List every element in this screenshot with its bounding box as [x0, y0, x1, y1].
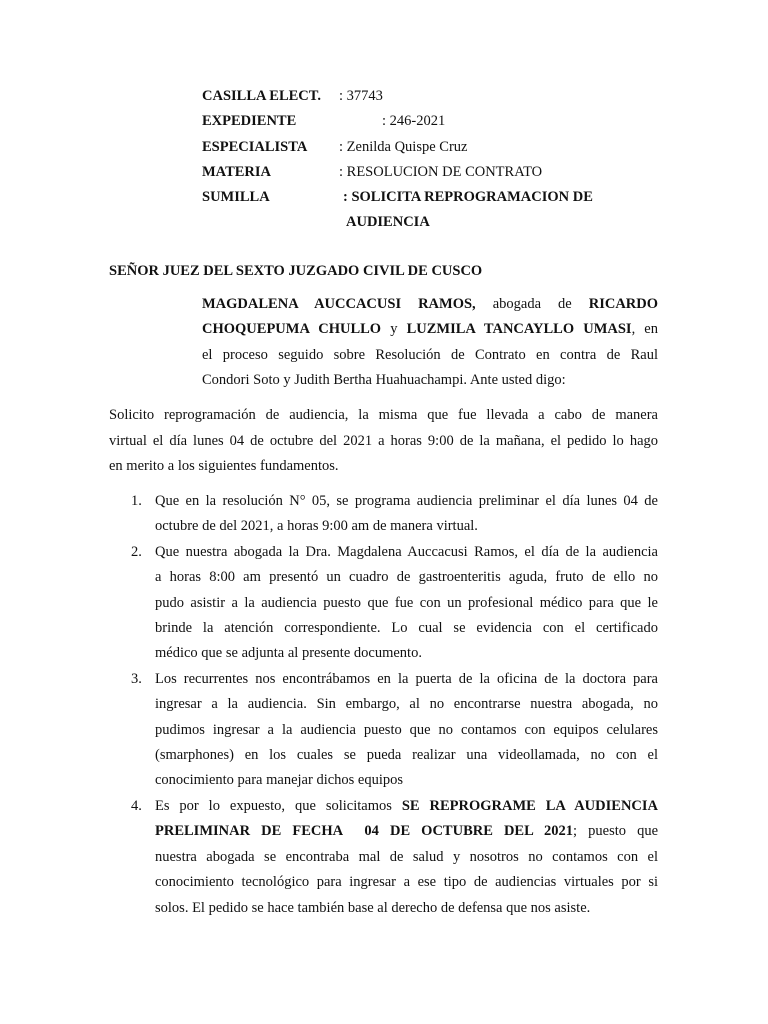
item-number: 4.	[131, 797, 142, 814]
intro-text: y	[390, 321, 398, 338]
item-line: Los recurrentes nos encontrábamos en la puerta de la oficina de la doctora para	[155, 670, 658, 687]
header-label: MATERIA	[202, 163, 272, 180]
list-item	[109, 667, 658, 794]
header-row-sumilla-cont	[202, 210, 662, 235]
list-item	[109, 540, 658, 667]
intro-text: , en	[631, 321, 658, 338]
client-name: LUZMILA TANCAYLLO UMASI	[406, 321, 632, 338]
item-line	[155, 819, 658, 844]
header-row-casilla	[202, 84, 662, 109]
item-number: 1.	[131, 493, 142, 509]
item-line: a horas 8:00 am presentó un cuadro de gastroenteritis aguda, fruto de ello no	[155, 569, 658, 586]
header-row-materia	[202, 160, 662, 185]
case-header	[202, 84, 662, 236]
intro-line: el proceso seguido sobre Resolución de Contrato en contra de Raul	[202, 346, 658, 363]
intro-line	[202, 292, 658, 317]
header-row-especialista	[202, 135, 662, 160]
list-item	[109, 794, 658, 921]
item-number: 2.	[131, 543, 142, 560]
request-line: Solicito reprogramación de audiencia, la misma que fue llevada a cabo de manera	[109, 407, 658, 423]
item-line: Que en la resolución N° 05, se programa audiencia preliminar el día lunes 04 de	[155, 493, 658, 509]
header-label: ESPECIALISTA	[202, 138, 308, 155]
header-row-sumilla	[202, 185, 662, 210]
item-text: ; puesto que	[573, 823, 658, 840]
item-line: conocimiento para manejar dichos equipos	[155, 772, 404, 789]
header-value: AUDIENCIA	[346, 214, 430, 231]
item-line: (smarphones) en los cuales se pueda realizar una videollamada, no con el	[155, 747, 658, 764]
header-value: : 37743	[339, 88, 383, 104]
item-line: pudo asistir a la audiencia puesto que fue con un profesional médico para que le	[155, 594, 658, 611]
item-line: conocimiento tecnológico para ingresar a ese tipo de audiencias virtuales por si	[155, 874, 658, 891]
item-text: Es por lo expuesto, que solicitamos	[155, 797, 392, 814]
intro-line	[202, 317, 658, 342]
header-value: : SOLICITA REPROGRAMACION DE	[343, 189, 593, 206]
header-label: SUMILLA	[202, 189, 270, 206]
item-line: nuestra abogada se encontraba mal de salud y nosotros no contamos con el	[155, 848, 658, 865]
item-line	[155, 794, 658, 819]
item-line: pudimos ingresar a la audiencia puesto que no contamos con equipos celulares	[155, 721, 658, 738]
header-value: : Zenilda Quispe Cruz	[339, 138, 468, 155]
grounds-list	[109, 489, 658, 921]
header-value: : 246-2021	[382, 113, 446, 130]
header-label: CASILLA ELECT.	[202, 88, 321, 104]
request-paragraph	[109, 403, 658, 480]
item-emphasis: PRELIMINAR DE FECHA 04 DE OCTUBRE DEL 2021	[155, 823, 574, 840]
item-number: 3.	[131, 670, 142, 687]
item-emphasis: SE REPROGRAME LA AUDIENCIA	[401, 797, 658, 814]
header-value: : RESOLUCION DE CONTRATO	[339, 163, 543, 180]
request-line: en merito a los siguientes fundamentos.	[109, 458, 339, 474]
item-line: ingresar a la audiencia. Sin embargo, al no encontrarse nuestra abogada, no	[155, 696, 658, 713]
item-line: Que nuestra abogada la Dra. Magdalena Auccacusi Ramos, el día de la audiencia	[155, 543, 658, 560]
intro-line: Condori Soto y Judith Bertha Huahuachampi. Ante usted digo:	[202, 371, 566, 388]
item-line: médico que se adjunta al presente documento.	[155, 645, 422, 662]
intro-text: abogada de	[492, 296, 572, 312]
item-line: solos. El pedido se hace también base al derecho de defensa que nos asiste.	[155, 899, 591, 916]
header-row-expediente	[202, 109, 662, 134]
intro-paragraph	[202, 292, 658, 393]
client-name: MAGDALENA AUCCACUSI RAMOS,	[202, 296, 476, 312]
item-line: octubre de del 2021, a horas 9:00 am de manera virtual.	[155, 518, 478, 535]
client-name: CHOQUEPUMA CHULLO	[202, 321, 382, 338]
item-line: brinde la atención correspondiente. Lo cual se evidencia con el certificado	[155, 620, 658, 637]
list-item	[109, 489, 658, 540]
request-line: virtual el día lunes 04 de octubre del 2021 a horas 9:00 de la mañana, el pedido lo hago	[109, 432, 658, 449]
client-name: RICARDO	[588, 296, 659, 312]
addressee: SEÑOR JUEZ DEL SEXTO JUZGADO CIVIL DE CUSCO	[109, 263, 483, 279]
header-label: EXPEDIENTE	[202, 113, 297, 130]
